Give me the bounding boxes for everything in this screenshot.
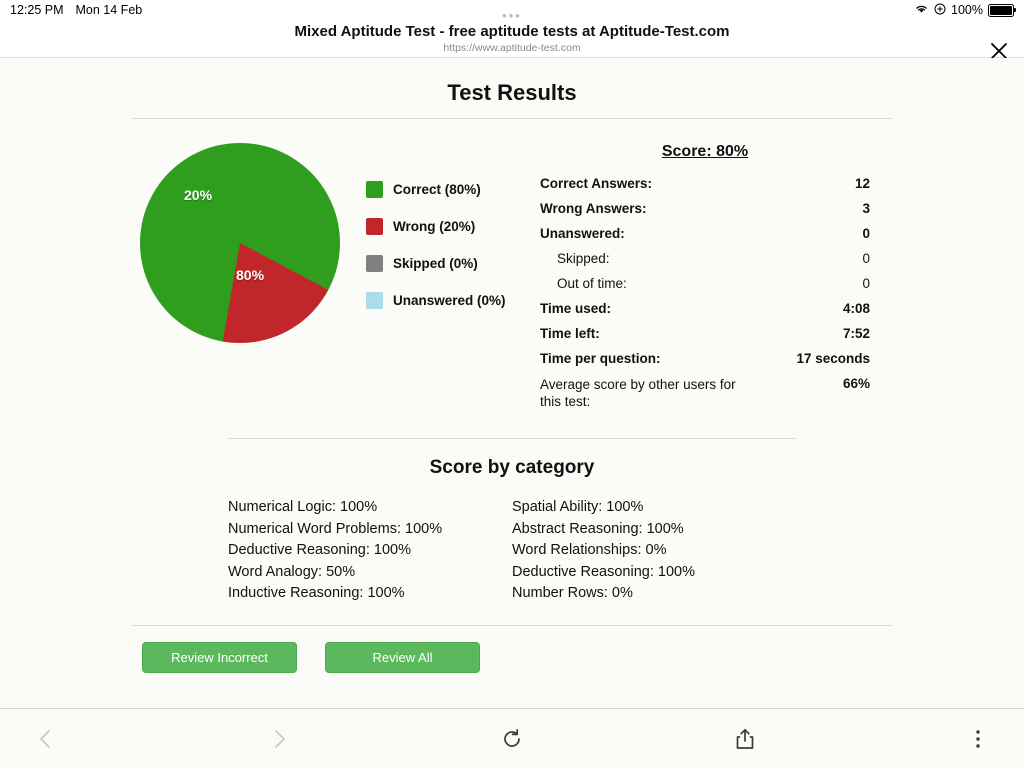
stat-row [540,176,870,191]
category-column-right [512,497,796,605]
category-item: Spatial Ability: 100% [512,499,644,515]
stat-label: Skipped: [557,251,610,266]
category-title: Score by category [429,457,595,478]
page-url: https://www.aptitude-test.com [443,42,581,54]
review-all-button[interactable]: Review All [325,642,480,673]
stat-row [540,301,870,316]
legend-swatch-skipped [366,255,383,272]
more-vertical-icon[interactable] [956,717,1000,761]
stat-label: Wrong Answers: [540,201,647,216]
stat-row [540,226,870,241]
share-icon[interactable] [723,717,767,761]
stat-value: 0 [862,251,870,266]
category-item: Word Relationships: 0% [512,542,667,558]
legend-item-correct [366,181,506,198]
pie-label-correct: 80% [236,267,265,283]
category-item: Numerical Word Problems: 100% [228,520,443,537]
review-incorrect-button[interactable]: Review Incorrect [142,642,297,673]
category-item: Number Rows: 0% [512,585,633,601]
page-title: Mixed Aptitude Test - free aptitude tests at Aptitude-Test.com [294,23,730,40]
legend-swatch-unanswered [366,292,383,309]
stat-value: 0 [862,276,870,291]
legend-label-unanswered: Unanswered (0%) [393,293,506,308]
category-item: Word Analogy: 50% [228,563,356,580]
divider-category [228,438,796,439]
category-item: Numerical Logic: 100% [228,499,378,515]
stat-label: Out of time: [557,276,627,291]
stat-row [540,326,870,341]
stat-value: 17 seconds [796,351,870,366]
stat-value: 66% [842,376,870,391]
pie-label-wrong: 20% [184,187,213,203]
stats-list [540,176,870,410]
summary-area [132,135,892,420]
stat-label: Time per question: [540,351,661,366]
stat-value: 7:52 [842,326,870,341]
pie-slices [140,143,340,343]
legend-label-wrong: Wrong (20%) [393,219,476,234]
legend-swatch-correct [366,181,383,198]
browser-toolbar [0,708,1024,768]
stat-row [540,251,870,266]
chart-block [132,135,532,343]
pie-chart [140,143,340,343]
legend-item-wrong [366,218,506,235]
stat-row [540,351,870,366]
category-column-left [228,497,512,605]
stat-label: Time left: [540,326,600,341]
web-content [0,58,1024,708]
legend-item-skipped [366,255,506,272]
stat-value: 4:08 [842,301,870,316]
status-date: Mon 14 Feb [75,3,143,17]
divider-top [132,118,892,119]
status-time: 12:25 PM [10,3,64,17]
score-heading: Score: 80% [661,143,749,160]
legend-label-correct: Correct (80%) [393,182,481,197]
legend-item-unanswered [366,292,506,309]
stat-label: Time used: [540,301,612,316]
category-item: Deductive Reasoning: 100% [228,542,411,558]
stat-value: 0 [862,226,870,241]
results-container [132,58,892,673]
category-item: Abstract Reasoning: 100% [512,520,684,537]
legend-swatch-wrong [366,218,383,235]
category-columns [132,497,892,605]
legend-label-skipped: Skipped (0%) [393,256,478,271]
stat-value: 3 [862,201,870,216]
stat-label: Correct Answers: [540,176,653,191]
stat-label: Unanswered: [540,226,625,241]
results-title: Test Results [447,80,577,105]
stat-row [540,376,870,410]
chevron-left-icon[interactable] [24,717,68,761]
category-item: Inductive Reasoning: 100% [228,585,405,601]
stat-value: 12 [854,176,870,191]
score-block [540,135,870,420]
battery-percent: 100% [951,3,983,17]
sheet-grabber[interactable]: ••• [502,8,522,23]
chevron-right-icon[interactable] [257,717,301,761]
stat-label: Average score by other users for this test: [540,377,736,409]
reload-icon[interactable] [490,717,534,761]
action-buttons [132,626,892,673]
chart-legend [366,143,506,329]
category-item: Deductive Reasoning: 100% [512,563,695,580]
stat-row [540,276,870,291]
stat-row [540,201,870,216]
